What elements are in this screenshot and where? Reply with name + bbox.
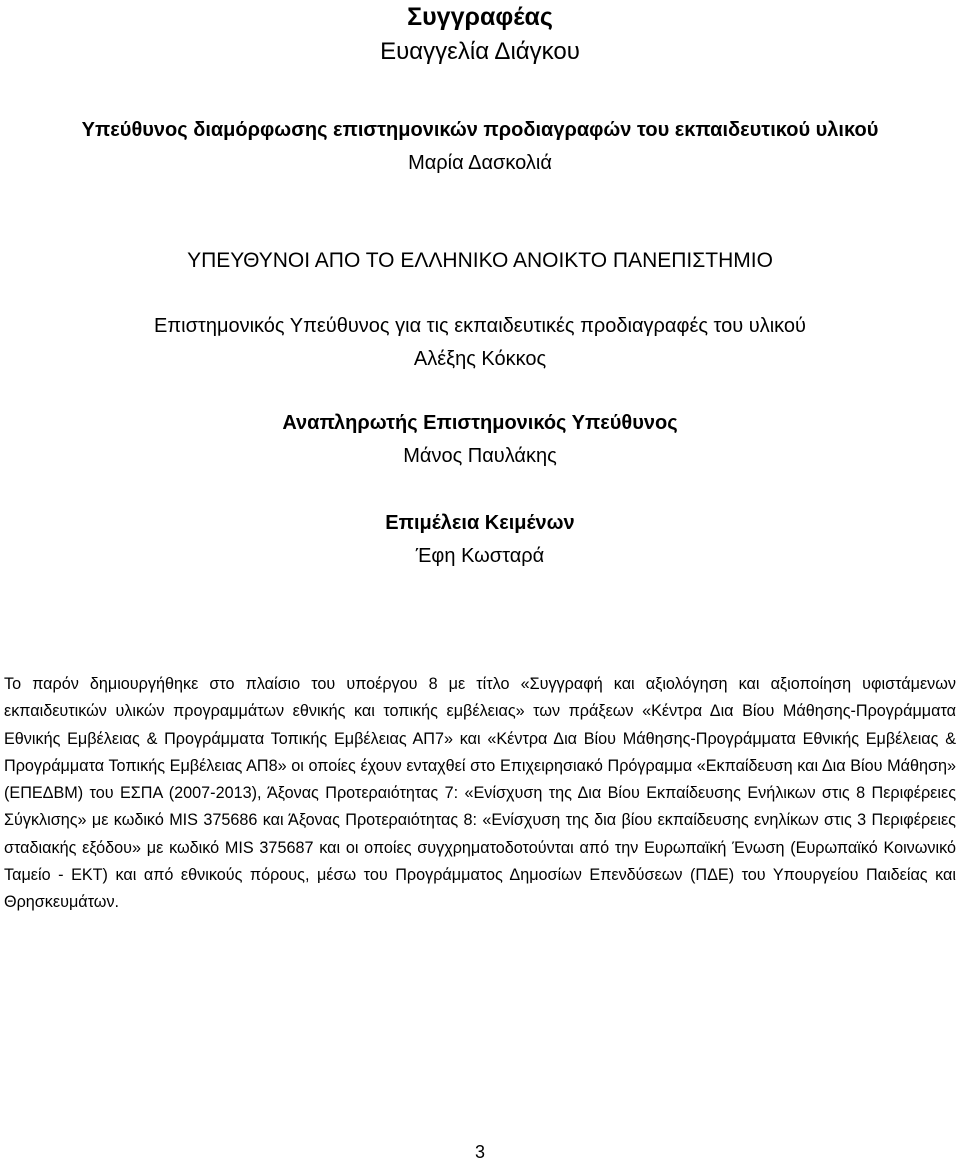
- page-number: 3: [474, 1142, 485, 1162]
- specs-lead-name: Μαρία Δασκολιά: [408, 152, 552, 174]
- university-heading: ΥΠΕΥΘΥΝΟΙ ΑΠΟ ΤΟ ΕΛΛΗΝΙΚΟ ΑΝΟΙΚΤΟ ΠΑΝΕΠΙΣΤΗΜΙΟ: [187, 249, 773, 272]
- scientific-lead-name: Αλέξης Κόκκος: [413, 348, 547, 370]
- authors-heading: Συγγραφέας: [407, 3, 553, 31]
- specs-lead-heading: Υπεύθυνος διαμόρφωσης επιστημονικών προδιαγραφών του εκπαιδευτικού υλικού: [81, 119, 879, 141]
- funding-paragraph: Το παρόν δημιουργήθηκε στο πλαίσιο του υποέργου 8 με τίτλο «Συγγραφή και αξιολόγηση και αξιοποίηση υφιστάμενων εκπαιδευτικών υλικών προγραμμάτων εθνικής και τοπικής εμβέλειας» των πράξεων «Κέντρα Δια Βίου Μάθησης-Προγράμματα Εθνικής Εμβέλειας & Προγράμματα Τοπικής Εμβέλειας ΑΠ7» και «Κέντρα Δια Βίου Μάθησης-Προγράμματα Εθνικής Εμβέλειας & Προγράμματα Τοπικής Εμβέλειας ΑΠ8» οι οποίες έχουν ενταχθεί στο Επιχειρησιακό Πρόγραμμα «Εκπαίδευση και Δια Βίου Μάθηση» (ΕΠΕΔΒΜ) του ΕΣΠΑ (2007-2013), Άξονας Προτεραιότητας 7: «Ενίσχυση της Δια Βίου Εκπαίδευσης Ενήλικων στις 8 Περιφέρειες Σύγκλισης» με κωδικό MIS 375686 και Άξονας Προτεραιότητας 8: «Ενίσχυση της δια βίου εκπαίδευσης ενηλίκων στις 3 Περιφέρειες σταδιακής εξόδου» με κωδικό MIS 375687 και οι οποίες συγχρηματοδοτούνται από την Ευρωπαϊκή Ένωση (Ευρωπαϊκό Κοινωνικό Ταμείο - ΕΚΤ) και από εθνικούς πόρους, μέσω του Προγράμματος Δημοσίων Επενδύσεων (ΠΔΕ) του Υπουργείου Παιδείας και Θρησκευμάτων.: [4, 675, 956, 912]
- editing-name: Έφη Κωσταρά: [415, 545, 545, 567]
- authors-section: [0, 2, 960, 66]
- editing-heading: Επιμέλεια Κειμένων: [385, 512, 575, 534]
- author-name: Ευαγγελία Διάγκου: [380, 38, 580, 65]
- editing-section: [0, 511, 960, 568]
- university-section: [0, 249, 960, 273]
- specs-lead-section: [0, 118, 960, 175]
- deputy-lead-name: Μάνος Παυλάκης: [403, 445, 557, 467]
- deputy-lead-heading: Αναπληρωτής Επιστημονικός Υπεύθυνος: [282, 412, 678, 434]
- scientific-lead-heading: Επιστημονικός Υπεύθυνος για τις εκπαιδευτικές προδιαγραφές του υλικού: [154, 315, 806, 337]
- deputy-lead-section: [0, 411, 960, 468]
- scientific-lead-section: [0, 314, 960, 371]
